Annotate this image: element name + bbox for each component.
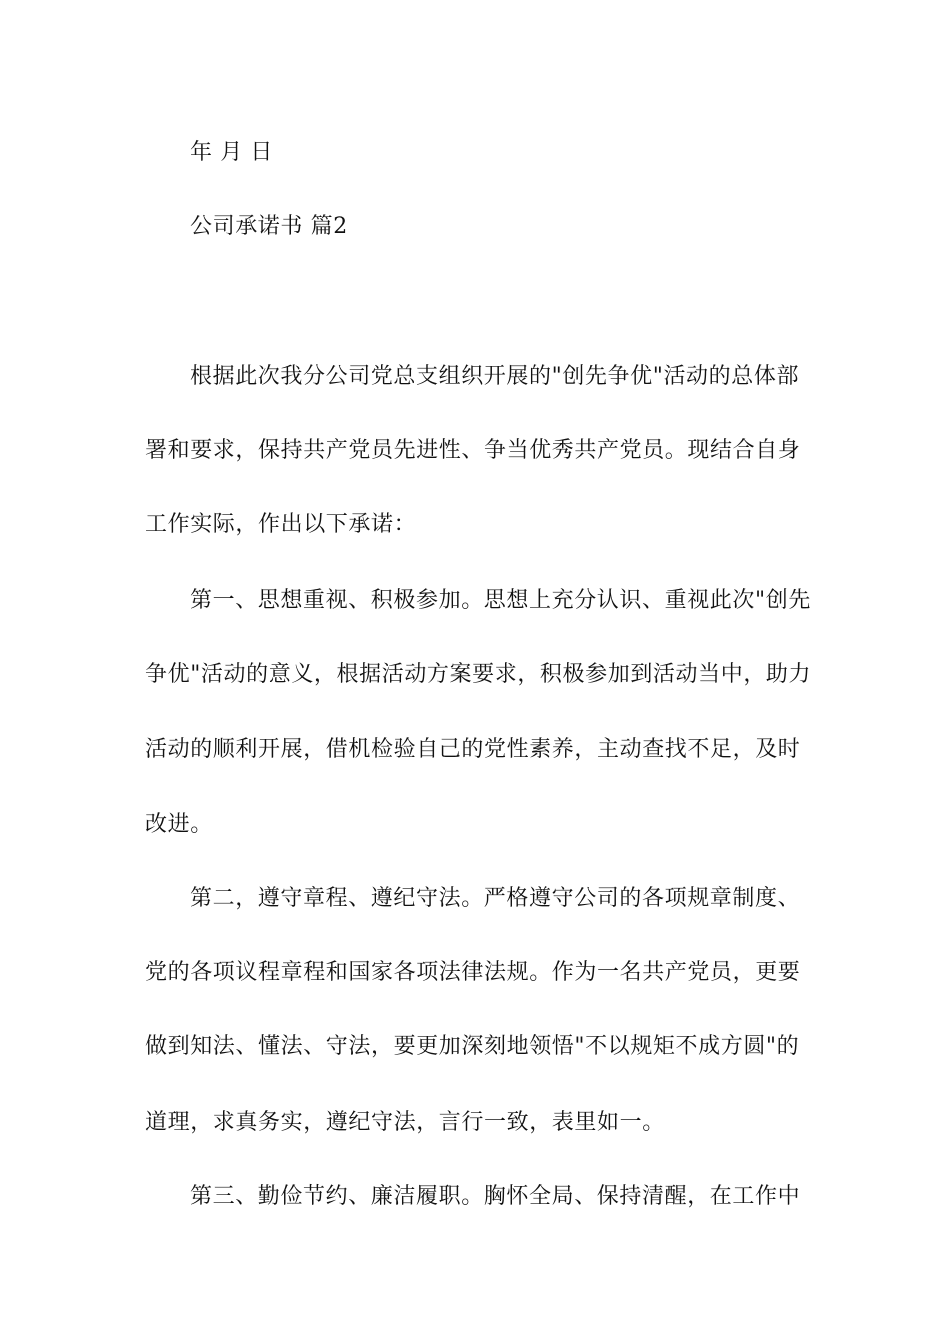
- section-title: 公司承诺书 篇2: [190, 214, 348, 239]
- paragraph-2-line-3: 活动的顺利开展，借机检验自己的党性素养，主动查找不足，及时: [145, 737, 801, 762]
- paragraph-1-line-3: 工作实际，作出以下承诺：: [145, 512, 417, 537]
- paragraph-2-line-4: 改进。: [145, 812, 213, 837]
- date-line: 年 月 日: [190, 140, 273, 165]
- paragraph-3-line-4: 道理，求真务实，遵纪守法，言行一致，表里如一。: [145, 1110, 665, 1135]
- paragraph-2-line-2: 争优"活动的意义，根据活动方案要求，积极参加到活动当中，助力: [145, 662, 812, 687]
- paragraph-3-line-3: 做到知法、懂法、守法，要更加深刻地领悟"不以规矩不成方圆"的: [145, 1034, 800, 1059]
- paragraph-1-line-1: 根据此次我分公司党总支组织开展的"创先争优"活动的总体部: [190, 364, 800, 389]
- paragraph-2-line-1: 第一、思想重视、积极参加。思想上充分认识、重视此次"创先: [190, 588, 811, 613]
- paragraph-4-line-1: 第三、勤俭节约、廉洁履职。胸怀全局、保持清醒，在工作中: [190, 1184, 801, 1209]
- paragraph-1-line-2: 署和要求，保持共产党员先进性、争当优秀共产党员。现结合自身: [145, 438, 801, 463]
- paragraph-3-line-2: 党的各项议程章程和国家各项法律法规。作为一名共产党员，更要: [145, 960, 801, 985]
- paragraph-3-line-1: 第二，遵守章程、遵纪守法。严格遵守公司的各项规章制度、: [190, 886, 801, 911]
